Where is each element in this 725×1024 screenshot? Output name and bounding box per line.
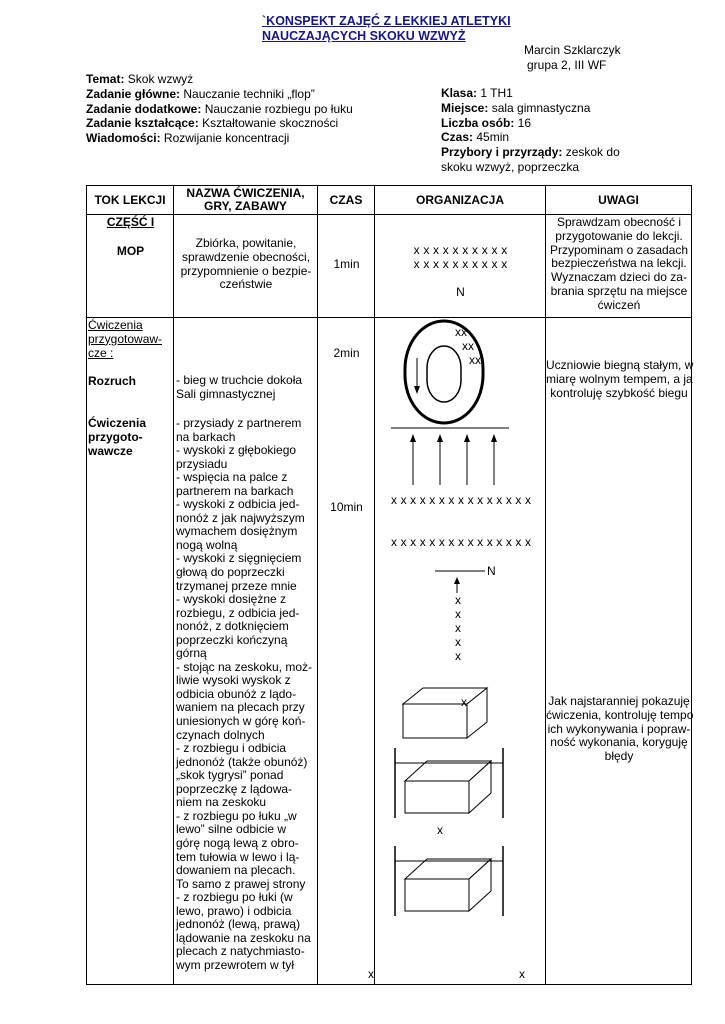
warmup-exercise-list bbox=[176, 417, 318, 972]
rozruch-label: Rozruch bbox=[88, 374, 136, 388]
arrow-head-icon bbox=[464, 434, 470, 442]
queue-mark: x bbox=[455, 635, 461, 649]
list-item: partnerem na barkach bbox=[176, 483, 294, 498]
jumper-mark: x bbox=[437, 823, 443, 837]
list-item: nonóż, z dotknięciem bbox=[176, 619, 289, 634]
list-item: - stojąc na zeskoku, moż- bbox=[176, 659, 313, 674]
list-item: lądowanie na zeskoku na bbox=[176, 930, 311, 945]
author-group: grupa 2, III WF bbox=[527, 58, 607, 72]
list-item: poprzeczkę z lądowa- bbox=[176, 781, 293, 796]
text-line: ność wykonania, koryguję bbox=[550, 735, 688, 750]
text-line: Sprawdzam obecność i bbox=[556, 215, 682, 229]
queue-mark: x bbox=[455, 593, 461, 607]
meta-right-label: Liczba osób: bbox=[441, 115, 515, 130]
list-item: lewo, prawo) i odbicia bbox=[176, 903, 292, 918]
meta-left-line bbox=[86, 87, 353, 102]
text-line: Przypominam o zasadach bbox=[549, 242, 689, 257]
text-line: Jak najstaranniej pokazuję bbox=[548, 694, 690, 708]
meta-left-line bbox=[86, 72, 353, 87]
list-item: rozbiegu, z odbicia jed- bbox=[176, 605, 300, 620]
text-line: przygotowanie do lekcji. bbox=[555, 228, 683, 243]
meta-right-line bbox=[441, 116, 641, 131]
meta-left-label: Temat: bbox=[86, 72, 125, 86]
meta-left-value: Rozwijanie koncentracji bbox=[160, 131, 290, 146]
title-line-1: `KONSPEKT ZAJĘĆ Z LEKKIEJ ATLETYKI bbox=[262, 14, 511, 28]
cell-exercise-warmup bbox=[174, 318, 318, 985]
cell-exercise-intro bbox=[174, 215, 318, 318]
text-line: przygotowaw- bbox=[88, 331, 163, 346]
intro-notes-text bbox=[546, 216, 692, 313]
meta-left-value: Skok wzwyż bbox=[124, 72, 194, 86]
text-line: Sali gimnastycznej bbox=[176, 386, 276, 401]
arrow-head-icon bbox=[410, 434, 416, 442]
cell-part-warmup bbox=[87, 318, 174, 985]
arrow-head-icon bbox=[454, 577, 460, 584]
meta-right-label: Klasa: bbox=[441, 86, 478, 100]
list-item: jednonóż (lewą, prawą) bbox=[176, 917, 301, 932]
part-label: CZĘŚĆ I bbox=[106, 215, 155, 229]
table-header-row bbox=[87, 186, 692, 215]
lesson-meta-right bbox=[441, 86, 641, 175]
cell-notes-warmup bbox=[546, 318, 692, 985]
run-notes-text bbox=[546, 359, 692, 400]
text-line: cze : bbox=[88, 345, 114, 360]
list-item: lewo” silne odbicie w bbox=[176, 822, 287, 837]
text-line: wawcze bbox=[88, 443, 133, 458]
list-item: wym przewrotem w tył bbox=[176, 957, 295, 972]
meta-right-value: zeskok do bbox=[562, 145, 620, 160]
header-nazwa-cwiczenia bbox=[174, 186, 318, 215]
list-item: plecach z natychmiasto- bbox=[176, 944, 305, 959]
text-line: miarę wolnym tempem, a ja bbox=[546, 371, 693, 386]
list-item: tem tułowia w lewo i lą- bbox=[176, 849, 300, 864]
meta-left-value: Nauczanie techniki „flop” bbox=[180, 86, 315, 101]
meta-right-value: 16 bbox=[514, 115, 532, 130]
meta-right-line bbox=[441, 160, 641, 175]
runner-mark: xx bbox=[462, 339, 474, 353]
list-item: odbicia obunóż z lądo- bbox=[176, 686, 297, 701]
text-line: przypomnienie o bezpie- bbox=[180, 263, 312, 278]
arrow-head-icon bbox=[491, 434, 497, 442]
exercise-notes-text bbox=[546, 695, 692, 764]
teacher-marker: N bbox=[456, 285, 465, 299]
meta-left-line bbox=[86, 116, 353, 131]
list-item: górną bbox=[176, 646, 207, 661]
meta-right-label: Czas: bbox=[441, 130, 474, 145]
list-item: „skok tygrysi” ponad bbox=[176, 768, 284, 783]
run-exercise-text bbox=[176, 374, 318, 402]
text-line: - bieg w truchcie dokoła bbox=[176, 373, 303, 387]
queue-mark: x bbox=[455, 607, 461, 621]
jumper-mark: x bbox=[461, 695, 467, 709]
arrow-head-icon bbox=[414, 386, 420, 394]
queue-mark: x bbox=[455, 621, 461, 635]
text-line: przygoto- bbox=[88, 429, 143, 444]
teacher-marker: N bbox=[487, 564, 496, 578]
list-item: To samo z prawej strony bbox=[176, 876, 306, 891]
run-time: 2min bbox=[333, 346, 360, 360]
document-title bbox=[262, 14, 511, 44]
meta-right-value: skoku wzwyż, poprzeczka bbox=[441, 159, 580, 174]
landing-mat bbox=[405, 761, 491, 813]
table-row bbox=[87, 318, 692, 985]
meta-right-line bbox=[441, 101, 641, 116]
table-row bbox=[87, 215, 692, 318]
list-item: na barkach bbox=[176, 429, 236, 444]
list-item: - wyskoki dosiężne z bbox=[176, 592, 287, 607]
list-item: - z rozbiegu po łuku „w bbox=[176, 808, 297, 823]
list-item: wymachem dosiężnym bbox=[176, 524, 298, 539]
list-item: - wyskoki z sięgnięciem bbox=[176, 551, 302, 566]
cell-organization-intro bbox=[375, 215, 546, 318]
formation-row: x x x x x x x x x x x x x x x bbox=[391, 535, 531, 549]
title-line-2: NAUCZAJĄCYCH SKOKU WZWYŻ bbox=[262, 29, 466, 43]
meta-right-value: sala gimnastyczna bbox=[488, 100, 591, 115]
formation-row: x x x x x x x x x x x x x x x bbox=[391, 493, 531, 507]
list-item: jednonóż (także obunóż) bbox=[176, 754, 308, 769]
list-item: liwie wysoki wyskok z bbox=[176, 673, 291, 688]
list-item: dowaniem na plecach. bbox=[176, 863, 296, 878]
text-line: Ćwiczenia bbox=[88, 318, 143, 332]
organization-diagram bbox=[368, 318, 546, 984]
jump-arrows bbox=[413, 440, 494, 485]
runner-mark: xx bbox=[469, 353, 481, 367]
warmup-exercises-label bbox=[88, 417, 146, 458]
text-line: Uczniowie biegną stałym, w bbox=[546, 358, 694, 372]
section-title bbox=[88, 319, 162, 360]
list-item: - z rozbiegu i odbicia bbox=[176, 741, 287, 756]
text-line: błędy bbox=[604, 749, 634, 764]
cell-time-intro bbox=[318, 215, 375, 318]
start-mark: x bbox=[368, 967, 374, 981]
text-line: ćwiczeń bbox=[597, 297, 641, 312]
list-item: - z rozbiegu po łuki (w bbox=[176, 890, 293, 905]
intro-exercise-text bbox=[174, 237, 318, 292]
list-item: - wyskoki z odbicia jed- bbox=[176, 497, 300, 512]
meta-right-label: Przybory i przyrządy: bbox=[441, 145, 563, 160]
meta-left-label: Zadanie kształcące: bbox=[86, 116, 199, 131]
cell-time-warmup bbox=[318, 318, 375, 985]
list-item: waniem na plecach przy bbox=[176, 700, 305, 715]
runner-mark: xx bbox=[455, 325, 467, 339]
meta-left-line bbox=[86, 131, 353, 146]
queue-mark: x bbox=[455, 649, 461, 663]
list-item: nogą wolną bbox=[176, 537, 238, 552]
list-item: poprzeczki kończyną bbox=[176, 632, 288, 647]
landing-mat bbox=[405, 859, 491, 911]
list-item: górę nogą lewą z obro- bbox=[176, 835, 299, 850]
list-item: nonóż z jak najwyższym bbox=[176, 510, 305, 525]
header-organizacja: ORGANIZACJA bbox=[375, 186, 546, 215]
part-sub-label: MOP bbox=[116, 244, 145, 258]
list-item: głową do poprzeczki bbox=[176, 565, 285, 580]
meta-right-line bbox=[441, 145, 641, 160]
header-uwagi: UWAGI bbox=[546, 186, 692, 215]
start-mark: x bbox=[519, 967, 525, 981]
lesson-plan-table bbox=[86, 185, 692, 985]
meta-left-line bbox=[86, 102, 353, 117]
header-nazwa-line1: NAZWA ĆWICZENIA, bbox=[186, 186, 305, 200]
meta-left-value: Nauczanie rozbiegu po łuku bbox=[201, 101, 353, 116]
text-line: sprawdzenie obecności, bbox=[181, 249, 311, 264]
list-item: - wspięcia na palce z bbox=[176, 470, 288, 485]
formation-row-1: x x x x x x x x x x bbox=[413, 243, 508, 257]
meta-left-label: Zadanie główne: bbox=[86, 86, 181, 101]
text-line: kontroluję szybkość biegu bbox=[550, 385, 688, 400]
meta-left-label: Wiadomości: bbox=[86, 131, 161, 146]
author-name: Marcin Szklarczyk bbox=[524, 43, 621, 57]
header-nazwa-line2: GRY, ZABAWY bbox=[204, 199, 287, 213]
header-czas: CZAS bbox=[318, 186, 375, 215]
list-item: przysiadu bbox=[176, 456, 228, 471]
intro-time: 1min bbox=[333, 257, 360, 271]
meta-right-value: 1 TH1 bbox=[477, 86, 513, 100]
arrow-head-icon bbox=[437, 434, 443, 442]
meta-left-value: Kształtowanie skoczności bbox=[198, 116, 339, 131]
meta-right-label: Miejsce: bbox=[441, 100, 489, 115]
text-line: bezpieczeństwa na lekcji. bbox=[551, 256, 687, 271]
text-line: brania sprzętu na miejsce bbox=[550, 283, 688, 298]
text-line: Zbiórka, powitanie, bbox=[195, 236, 297, 250]
lesson-meta-left bbox=[86, 72, 353, 146]
list-item: niem na zeskoku bbox=[176, 795, 267, 810]
meta-right-value: 45min bbox=[473, 130, 510, 145]
exercises-time: 10min bbox=[330, 500, 363, 514]
text-line: Ćwiczenia bbox=[88, 416, 147, 430]
landing-mat bbox=[403, 688, 487, 738]
text-line: czeństwie bbox=[219, 277, 273, 292]
formation-row-2: x x x x x x x x x x bbox=[413, 257, 508, 271]
meta-right-line bbox=[441, 130, 641, 145]
text-line: ćwiczenia, kontroluję tempo bbox=[546, 707, 694, 722]
text-line: Wyznaczam dzieci do za- bbox=[551, 270, 687, 285]
list-item: - przysiady z partnerem bbox=[176, 416, 302, 430]
cell-part bbox=[87, 215, 174, 318]
text-line: ich wykonywania i popraw- bbox=[547, 721, 691, 736]
cell-organization-warmup bbox=[368, 318, 546, 985]
meta-right-line bbox=[441, 86, 641, 101]
meta-left-label: Zadanie dodatkowe: bbox=[86, 101, 202, 116]
header-tok-lekcji: TOK LEKCJI bbox=[87, 186, 174, 215]
list-item: trzymanej przeze mnie bbox=[176, 578, 297, 593]
cell-notes-intro bbox=[546, 215, 692, 318]
running-track-inner bbox=[427, 346, 461, 402]
list-item: - wyskoki z głębokiego bbox=[176, 443, 297, 458]
list-item: uniesionych w górę koń- bbox=[176, 714, 306, 729]
list-item: czynach dolnych bbox=[176, 727, 265, 742]
